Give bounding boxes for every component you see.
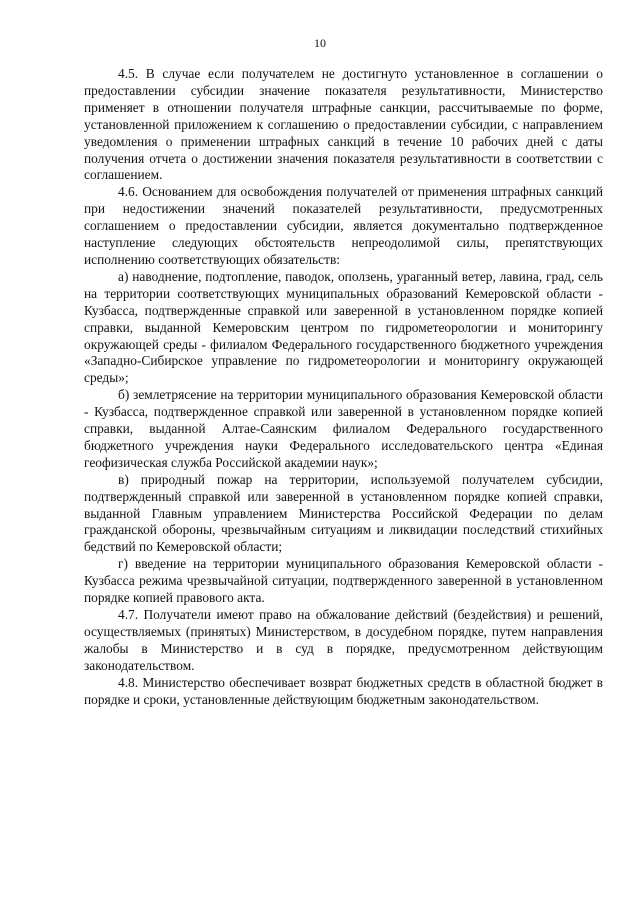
page-number: 10 [314,36,326,50]
list-item-b: б) землетрясение на территории муниципального образования Кемеровской области - Кузбасса, подтвержденное справкой или заверенной в установленном порядке копией справки, выданной Алтае-Саянским филиалом Федерального государственного бюджетного учреждения науки Федерального исследовательского центра «Единая геофизическая служба Российской академии наук»; [84,387,603,470]
document-body [84,66,603,708]
paragraph-4-6: 4.6. Основанием для освобождения получателей от применения штрафных санкций при недостижении значений показателей результативности, предусмотренных соглашением о предоставлении субсидии, является документально подтвержденное наступление следующих обстоятельств непреодолимой силы, препятствующих исполнению соответствующих обязательств: [84,184,603,267]
list-item-g: г) введение на территории муниципального образования Кемеровской области - Кузбасса режима чрезвычайной ситуации, подтвержденного заверенной в установленном порядке копией правового акта. [84,556,603,606]
paragraph-4-5: 4.5. В случае если получателем не достигнуто установленное в соглашении о предоставлении субсидии значение показателя результативности, Министерство применяет в отношении получателя штрафные санкции, рассчитываемые по форме, установленной приложением к соглашению о предоставлении субсидии, с направлением уведомления о применении штрафных санкций в течение 10 рабочих дней с даты получения отчета о достижении значения показателя результативности в соответствии с соглашением. [84,66,603,183]
paragraph-4-8: 4.8. Министерство обеспечивает возврат бюджетных средств в областной бюджет в порядке и сроки, установленные действующим бюджетным законодательством. [84,674,603,707]
paragraph-4-7: 4.7. Получатели имеют право на обжалование действий (бездействия) и решений, осуществляемых (принятых) Министерством, в досудебном порядке, путем направления жалобы в Министерство и в суд в порядке, предусмотренном действующим законодательством. [84,607,603,673]
list-item-v: в) природный пожар на территории, используемой получателем субсидии, подтвержденный справкой или заверенной в установленном порядке копией справки, выданной Главным управлением Министерства Российской Федерации по делам гражданской обороны, чрезвычайным ситуациям и ликвидации последствий стихийных бедствий по Кемеровской области; [84,471,603,555]
list-item-a: а) наводнение, подтопление, паводок, оползень, ураганный ветер, лавина, град, сель на территории соответствующих муниципальных образований Кемеровской области - Кузбасса, подтвержденные справкой или заверенной в установленном порядке копией справки, выданной Кемеровским центром по гидрометеорологии и мониторингу окружающей среды - филиалом Федерального государственного бюджетного учреждения «Западно-Сибирское управление по гидрометеорологии и мониторингу окружающей среды»; [84,268,603,386]
